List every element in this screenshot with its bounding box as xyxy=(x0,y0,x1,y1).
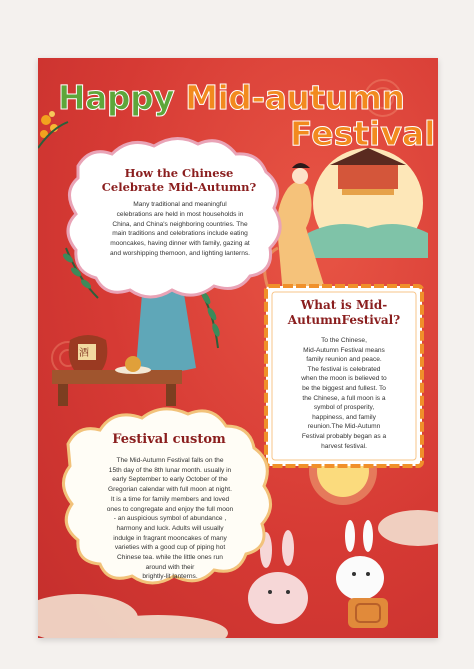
section1-line: main traditions and celebrations include eating xyxy=(112,230,248,238)
section2-line: be the biggest and fullest. To xyxy=(302,384,386,392)
section3-line: harmony and luck. Adults will usually xyxy=(116,524,224,532)
moon-palace-illustration xyxy=(308,148,428,258)
section3-line: ones to congregate and enjoy the full moon xyxy=(106,505,234,513)
title-mid-autumn: Mid-autumn xyxy=(185,78,405,117)
section3-line: indulge in fragrant mooncakes of many xyxy=(113,534,227,542)
section3-line: brightly-lit lanterns. xyxy=(142,573,198,581)
section1-line: Many traditional and meaningful xyxy=(133,201,227,208)
poster xyxy=(38,58,438,638)
section1-line: and worshipping themoon, and lighting lanterns. xyxy=(109,249,251,257)
section1-body xyxy=(96,200,264,259)
section3-line: Gregorian calendar with full moon at night. xyxy=(108,486,232,494)
section2-line: To the Chinese, xyxy=(321,337,367,344)
section2-heading xyxy=(276,298,412,328)
poster-title xyxy=(58,78,405,117)
section1-line: celebrations are held in most households in xyxy=(116,210,244,218)
section2-line: symbol of prosperity, xyxy=(313,404,375,412)
mooncake-icon xyxy=(348,598,388,628)
section3-line: The Mid-Autumn Festival falls on the xyxy=(116,457,224,464)
section1-heading-line2: Celebrate Mid-Autumn? xyxy=(101,180,257,194)
section2-line: The festival is celebrated xyxy=(307,365,381,373)
section3-body xyxy=(82,456,258,582)
section2-line: Festival probably began as a xyxy=(301,432,387,440)
wine-jar-label: 酒 xyxy=(79,348,89,359)
section2-body xyxy=(278,336,410,451)
section3-heading: Festival custom xyxy=(112,432,226,447)
section2-line: happiness, and family xyxy=(312,413,376,421)
section1-line: mooncakes, having dinner with family, gazing at xyxy=(110,240,250,248)
section2-line: reunion.The Mid-Autumn xyxy=(307,423,381,431)
section3-line: early September to early October of the xyxy=(112,476,228,484)
section3-line: Chinese tea. while the little ones run xyxy=(117,554,223,562)
section2-line: family reunion and peace. xyxy=(306,356,382,364)
section2-line: harvest festival. xyxy=(321,442,367,450)
section3-line: It is a time for family members and loved xyxy=(110,495,230,503)
section2-line: the Chinese, a full moon is a xyxy=(302,394,386,402)
section3-line: varieties with a good cup of piping hot xyxy=(114,544,226,552)
section1-heading-line1: How the Chinese xyxy=(124,166,234,180)
section1-line: China, and China's neighboring countries. The xyxy=(112,220,248,228)
section2-line: when the moon is believed to xyxy=(301,375,387,383)
title-happy: Happy xyxy=(58,78,175,117)
section3-line: around with their xyxy=(145,563,195,571)
section1-heading xyxy=(100,166,258,194)
title-festival: Festival xyxy=(290,114,436,153)
section3-line: - an auspicious symbol of abundance , xyxy=(113,515,227,523)
section2-line: Mid-Autumn Festival means xyxy=(303,346,385,354)
section2-heading-line1: What is Mid- xyxy=(300,298,388,312)
section2-heading-line2: AutumnFestival? xyxy=(287,313,401,327)
section3-line: 15th day of the 8th lunar month. usually in xyxy=(108,466,232,474)
